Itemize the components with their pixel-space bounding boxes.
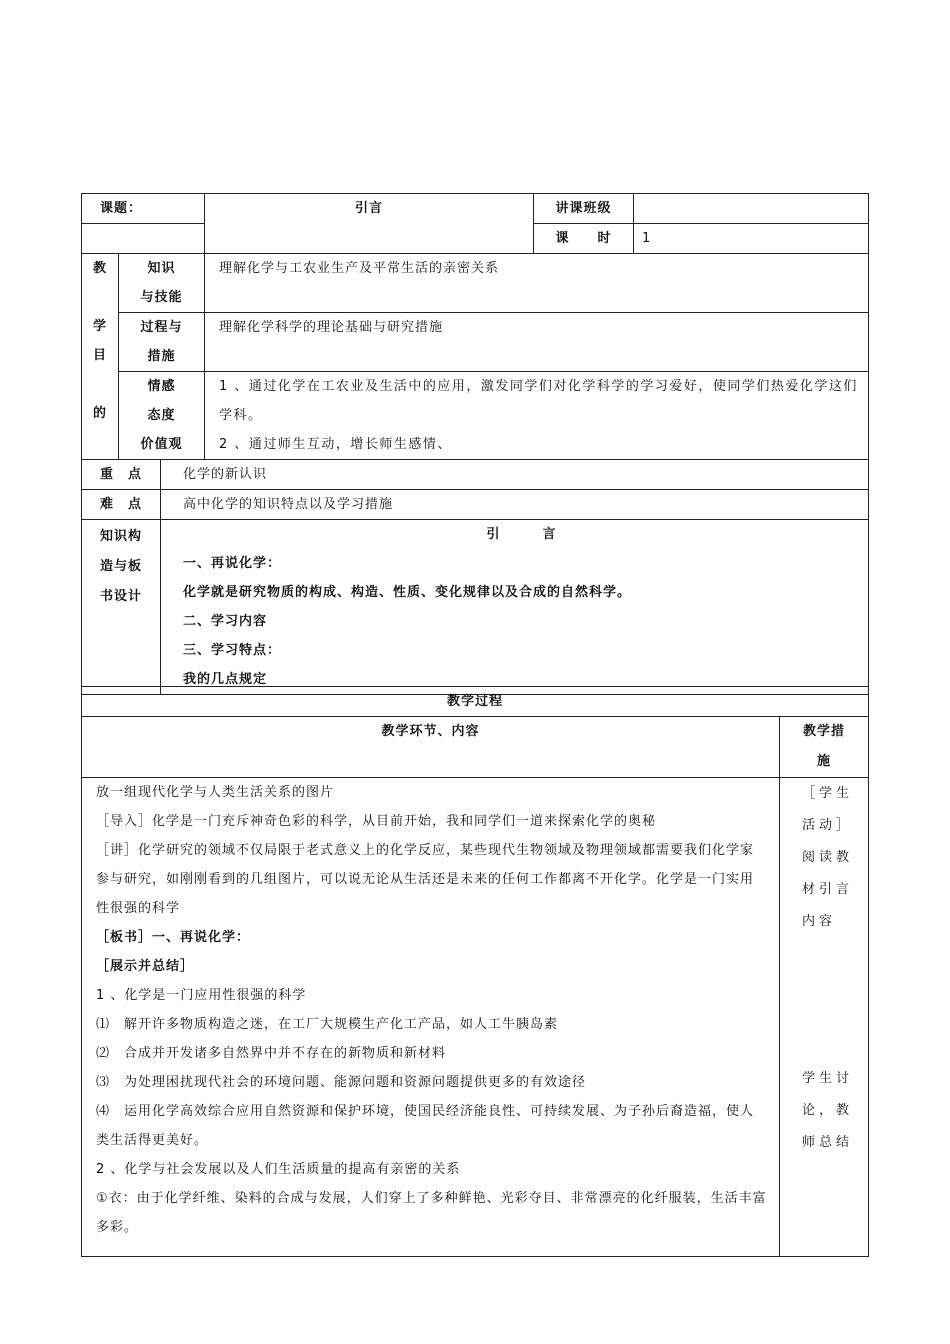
- board-line: 三、学习特点：: [183, 643, 282, 658]
- objective-knowledge-text: 理解化学与工农业生产及平常生活的亲密关系: [205, 254, 869, 313]
- teaching-process-table: [81, 686, 869, 1257]
- process-line: ［导入］化学是一门充斥神奇色彩的科学，从目前开始，我和同学们一道来探索化学的奥秘: [96, 814, 657, 829]
- objective-process-text: 理解化学科学的理论基础与研究措施: [205, 313, 869, 372]
- period-label: 课 时: [534, 224, 634, 254]
- process-col-method: 教学措 施: [780, 717, 869, 778]
- method-note: 学生讨论，教师总结: [802, 1071, 854, 1150]
- objective-knowledge-label: 知识 与技能: [119, 254, 205, 313]
- board-label: 知识构 造与板 书设计: [82, 520, 161, 695]
- class-value: [634, 194, 869, 224]
- process-content-lines: [96, 778, 767, 1242]
- process-line: 放一组现代化学与人类生活关系的图片: [96, 785, 335, 800]
- process-method: [780, 778, 869, 1257]
- process-line: ⑴ 解开许多物质构造之迷，在工厂大规模生产化工产品，如人工牛胰岛素: [96, 1017, 559, 1032]
- board-title: 引 言: [486, 527, 557, 542]
- focus-label: 重 点: [82, 460, 161, 490]
- objective-process-label: 过程与 措施: [119, 313, 205, 372]
- board-content: [161, 520, 869, 695]
- process-line: 2 、化学与社会发展以及人们生活质量的提高有亲密的关系: [96, 1162, 461, 1177]
- class-label: 讲课班级: [534, 194, 634, 224]
- process-line: ⑷ 运用化学高效综合应用自然资源和保护环境，使国民经济能良性、可持续发展、为子孙后裔造福，使人类生活得更美好。: [96, 1104, 755, 1148]
- topic-label: 课题：: [82, 194, 205, 224]
- process-title: 教学过程: [82, 687, 869, 717]
- topic-value: 引言: [205, 194, 534, 254]
- process-content: [82, 778, 780, 1257]
- period-value: 1: [634, 224, 869, 254]
- focus-text: 化学的新认识: [161, 460, 869, 490]
- objective-attitude-label: 情感 态度 价值观: [119, 372, 205, 460]
- board-line: 一、再说化学：: [183, 556, 282, 571]
- topic-label-blank: [82, 224, 205, 254]
- process-line: ①衣：由于化学纤维、染料的合成与发展，人们穿上了多种鲜艳、光彩夺目、非常漂亮的化纤服装，生活丰富多彩。: [96, 1191, 767, 1235]
- objectives-side-label: 教 学 目 的: [82, 254, 119, 460]
- objective-attitude-text: 1 、通过化学在工农业及生活中的应用，激发同学们对化学科学的学习爱好，使同学们热爱化学这们学科。 2 、通过师生互动，增长师生感情、: [205, 372, 869, 460]
- difficulty-text: 高中化学的知识特点以及学习措施: [161, 490, 869, 520]
- process-col-content: 教学环节、内容: [82, 717, 780, 778]
- difficulty-label: 难 点: [82, 490, 161, 520]
- process-line: ［展示并总结］: [96, 959, 195, 974]
- process-line: ［板书］一、再说化学：: [96, 930, 251, 945]
- board-line: 二、学习内容: [183, 614, 268, 629]
- board-line: 我的几点规定: [183, 672, 268, 687]
- process-line: ⑶ 为处理困扰现代社会的环境问题、能源问题和资源问题提供更多的有效途径: [96, 1075, 587, 1090]
- process-line: 1 、化学是一门应用性很强的科学: [96, 988, 307, 1003]
- lesson-plan-table: [81, 193, 869, 695]
- method-note: ［学生活动］阅读教材引言内容: [802, 786, 854, 929]
- board-line: 化学就是研究物质的构成、构造、性质、变化规律以及合成的自然科学。: [183, 585, 632, 600]
- process-line: ［讲］化学研究的领域不仅局限于老式意义上的化学反应，某些现代生物领域及物理领域都需要我们化学家参与研究，如刚刚看到的几组图片，可以说无论从生活还是未来的任何工作都离不开化学。化学是一门实用性很强的科学: [96, 843, 755, 916]
- process-line: ⑵ 合成并开发诸多自然界中并不存在的新物质和新材料: [96, 1046, 447, 1061]
